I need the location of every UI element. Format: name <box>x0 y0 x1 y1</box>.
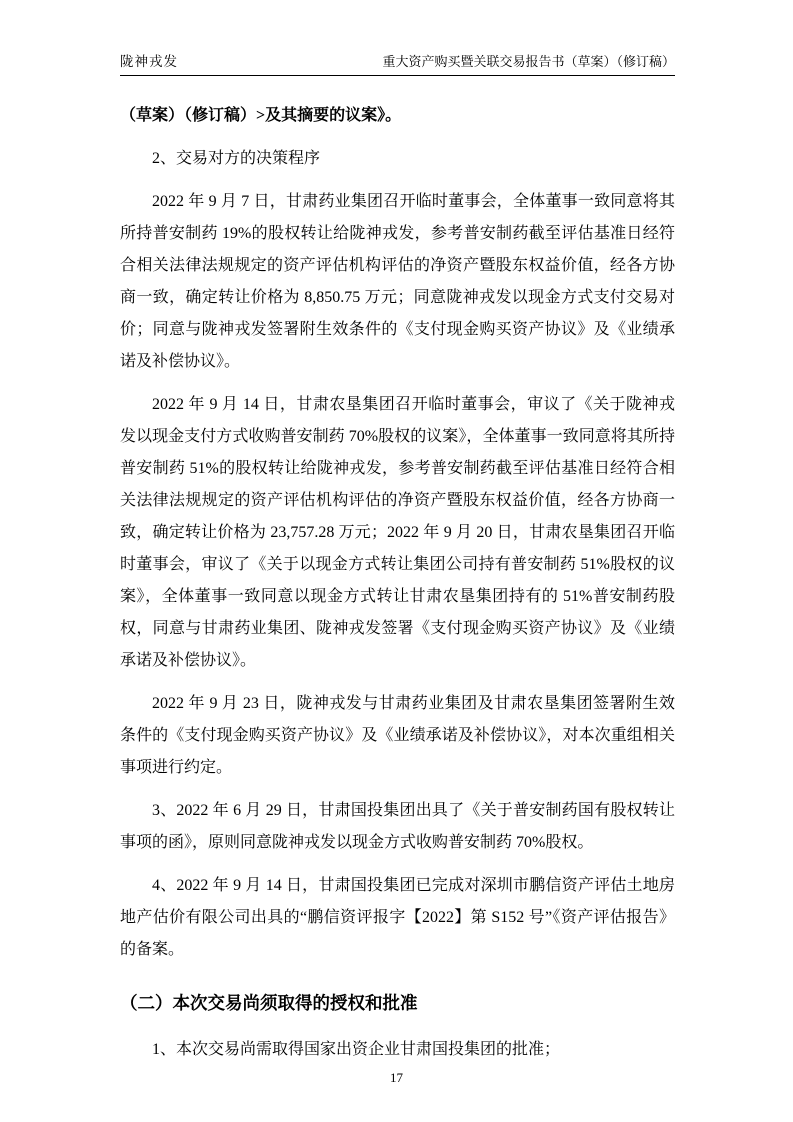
header-report-title: 重大资产购买暨关联交易报告书（草案）（修订稿） <box>382 54 675 69</box>
document-body <box>120 100 675 1066</box>
paragraph-continuation: （草案）（修订稿）>及其摘要的议案》。 <box>120 107 402 124</box>
paragraph-sept14-filing: 4、2022 年 9 月 14 日，甘肃国投集团已完成对深圳市鹏信资产评估土地房地产估价有限公司出具的“鹏信资评报字【2022】第 S152 号”《资产评估报告》的备案。 <box>120 877 675 958</box>
paragraph-decision-procedure-title: 2、交易对方的决策程序 <box>152 150 321 167</box>
paragraph-sept7-board-meeting: 2022 年 9 月 7 日，甘肃药业集团召开临时董事会，全体董事一致同意将其所持普安制药 19%的股权转让给陇神戎发，参考普安制药截至评估基准日经符合相关法律法规规定的资产评估机构评估的净资产暨股东权益价值，经各方协商一致，确定转让价格为 8,850.75 万元；同意陇神戎发以现金方式支付交易对价；同意与陇神戎发签署附生效条件的《支付现金购买资产协议》及《业绩承诺及补偿协议》。 <box>120 193 675 370</box>
paragraph-june29-letter: 3、2022 年 6 月 29 日，甘肃国投集团出具了《关于普安制药国有股权转让事项的函》，原则同意陇神戎发以现金方式收购普安制药 70%股权。 <box>120 802 675 851</box>
paragraph-sept23-agreements: 2022 年 9 月 23 日，陇神戎发与甘肃药业集团及甘肃农垦集团签署附生效条件的《支付现金购买资产协议》及《业绩承诺及补偿协议》，对本次重组相关事项进行约定。 <box>120 695 675 776</box>
section-heading-authorizations: （二）本次交易尚须取得的授权和批准 <box>120 993 418 1013</box>
page-number: 17 <box>390 1070 403 1085</box>
page-footer <box>0 1070 793 1086</box>
header-company-name: 陇神戎发 <box>120 54 178 69</box>
paragraph-sept14-sept20-board-meetings: 2022 年 9 月 14 日，甘肃农垦集团召开临时董事会，审议了《关于陇神戎发以现金支付方式收购普安制药 70%股权的议案》，全体董事一致同意将其所持普安制药 51%的股权转让给陇神戎发，参考普安制药截至评估基准日经符合相关法律法规规定的资产评估机构评估的净资产暨股东权益价值，经各方协商一致，确定转让价格为 23,757.28 万元；2022 年 9 月 20 日，甘肃农垦集团召开临时董事会，审议了《关于以现金方式转让集团公司持有普安制药 51%股权的议案》，全体董事一致同意以现金方式转让甘肃农垦集团持有的 51%普安制药股权，同意与甘肃药业集团、陇神戎发签署《支付现金购买资产协议》及《业绩承诺及补偿协议》。 <box>120 396 675 669</box>
paragraph-approval-required: 1、本次交易尚需取得国家出资企业甘肃国投集团的批准； <box>152 1041 561 1058</box>
page-header <box>120 50 675 76</box>
